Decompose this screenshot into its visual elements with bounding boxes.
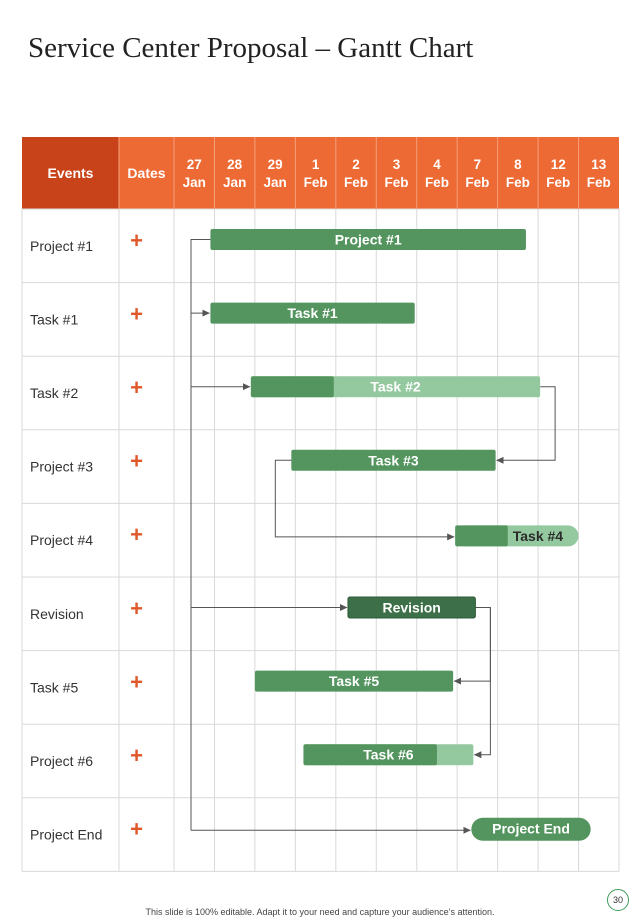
row-label: Project #3 bbox=[30, 458, 94, 475]
header-day-month: Feb bbox=[546, 175, 571, 190]
dependency-arrow bbox=[454, 608, 490, 682]
header-day-number: 8 bbox=[514, 157, 522, 172]
bar-label: Revision bbox=[382, 599, 441, 616]
date-plus-icon: + bbox=[130, 816, 143, 842]
header-day-month: Feb bbox=[586, 175, 611, 190]
header-day-month: Feb bbox=[344, 175, 369, 190]
date-plus-icon: + bbox=[130, 375, 143, 400]
date-plus-icon: + bbox=[130, 227, 143, 253]
header-day-number: 4 bbox=[433, 157, 441, 172]
dependency-arrow bbox=[497, 387, 556, 461]
page-number-badge: 30 bbox=[607, 889, 629, 911]
gantt-bar[interactable] bbox=[471, 818, 590, 841]
date-plus-icon: + bbox=[130, 301, 143, 327]
date-plus-icon: + bbox=[130, 595, 143, 621]
gantt-bar[interactable] bbox=[455, 525, 578, 546]
row-label: Project #6 bbox=[30, 753, 94, 769]
gantt-bar[interactable] bbox=[251, 376, 540, 397]
bar-label: Task #1 bbox=[287, 305, 338, 322]
row-label: Task #2 bbox=[30, 385, 79, 401]
header-dates-label: Dates bbox=[127, 165, 166, 181]
dependency-spine bbox=[191, 240, 210, 831]
gantt-bar[interactable] bbox=[210, 229, 526, 250]
bar-label: Task #5 bbox=[328, 673, 380, 690]
gantt-bar[interactable] bbox=[210, 303, 414, 324]
bar-label: Task #3 bbox=[368, 452, 419, 469]
header-day-number: 7 bbox=[473, 157, 482, 172]
header-days-bg bbox=[174, 137, 619, 209]
footer-note: This slide is 100% editable. Adapt it to your need and capture your audience’s attention. bbox=[145, 907, 495, 917]
gantt-bar[interactable] bbox=[348, 597, 475, 618]
bar-label: Task #6 bbox=[363, 746, 414, 763]
header-day-month: Feb bbox=[424, 175, 449, 190]
header-day-month: Jan bbox=[223, 175, 247, 190]
row-label: Project #1 bbox=[30, 237, 94, 254]
bar-label: Project #1 bbox=[334, 231, 402, 248]
header-day-number: 3 bbox=[392, 157, 401, 172]
header-day-number: 13 bbox=[591, 157, 607, 172]
row-label: Revision bbox=[30, 605, 84, 622]
date-plus-icon: + bbox=[130, 448, 143, 474]
row-label: Task #1 bbox=[30, 311, 79, 328]
row-label: Task #5 bbox=[30, 679, 79, 696]
gantt-bar[interactable] bbox=[291, 450, 495, 471]
dependency-arrow bbox=[275, 460, 454, 537]
bar-label: Task #2 bbox=[370, 378, 421, 395]
header-day-number: 12 bbox=[550, 157, 566, 172]
bar-progress bbox=[455, 525, 508, 546]
header-day-number: 28 bbox=[227, 157, 243, 172]
header-day-month: Feb bbox=[505, 175, 530, 190]
date-plus-icon: + bbox=[130, 522, 143, 548]
bar-label: Task #4 bbox=[512, 527, 564, 544]
header-day-month: Jan bbox=[263, 175, 287, 190]
page-title: Service Center Proposal – Gantt Chart bbox=[28, 32, 474, 64]
header-events-label: Events bbox=[47, 165, 94, 181]
header-day-number: 2 bbox=[352, 157, 360, 172]
bar-label: Project End bbox=[492, 820, 570, 837]
header-day-number: 29 bbox=[267, 157, 283, 172]
row-label: Project End bbox=[30, 826, 103, 843]
header-day-number: 1 bbox=[311, 157, 320, 172]
header-day-month: Feb bbox=[465, 175, 490, 190]
header-day-month: Feb bbox=[303, 175, 328, 190]
gantt-bar[interactable] bbox=[303, 744, 473, 765]
header-day-number: 27 bbox=[186, 157, 202, 172]
header-day-month: Jan bbox=[182, 175, 206, 190]
header-day-month: Feb bbox=[384, 175, 409, 190]
date-plus-icon: + bbox=[130, 743, 143, 768]
bar-progress bbox=[251, 376, 334, 397]
row-label: Project #4 bbox=[30, 532, 94, 549]
gantt-bar[interactable] bbox=[255, 671, 453, 692]
date-plus-icon: + bbox=[130, 669, 143, 695]
